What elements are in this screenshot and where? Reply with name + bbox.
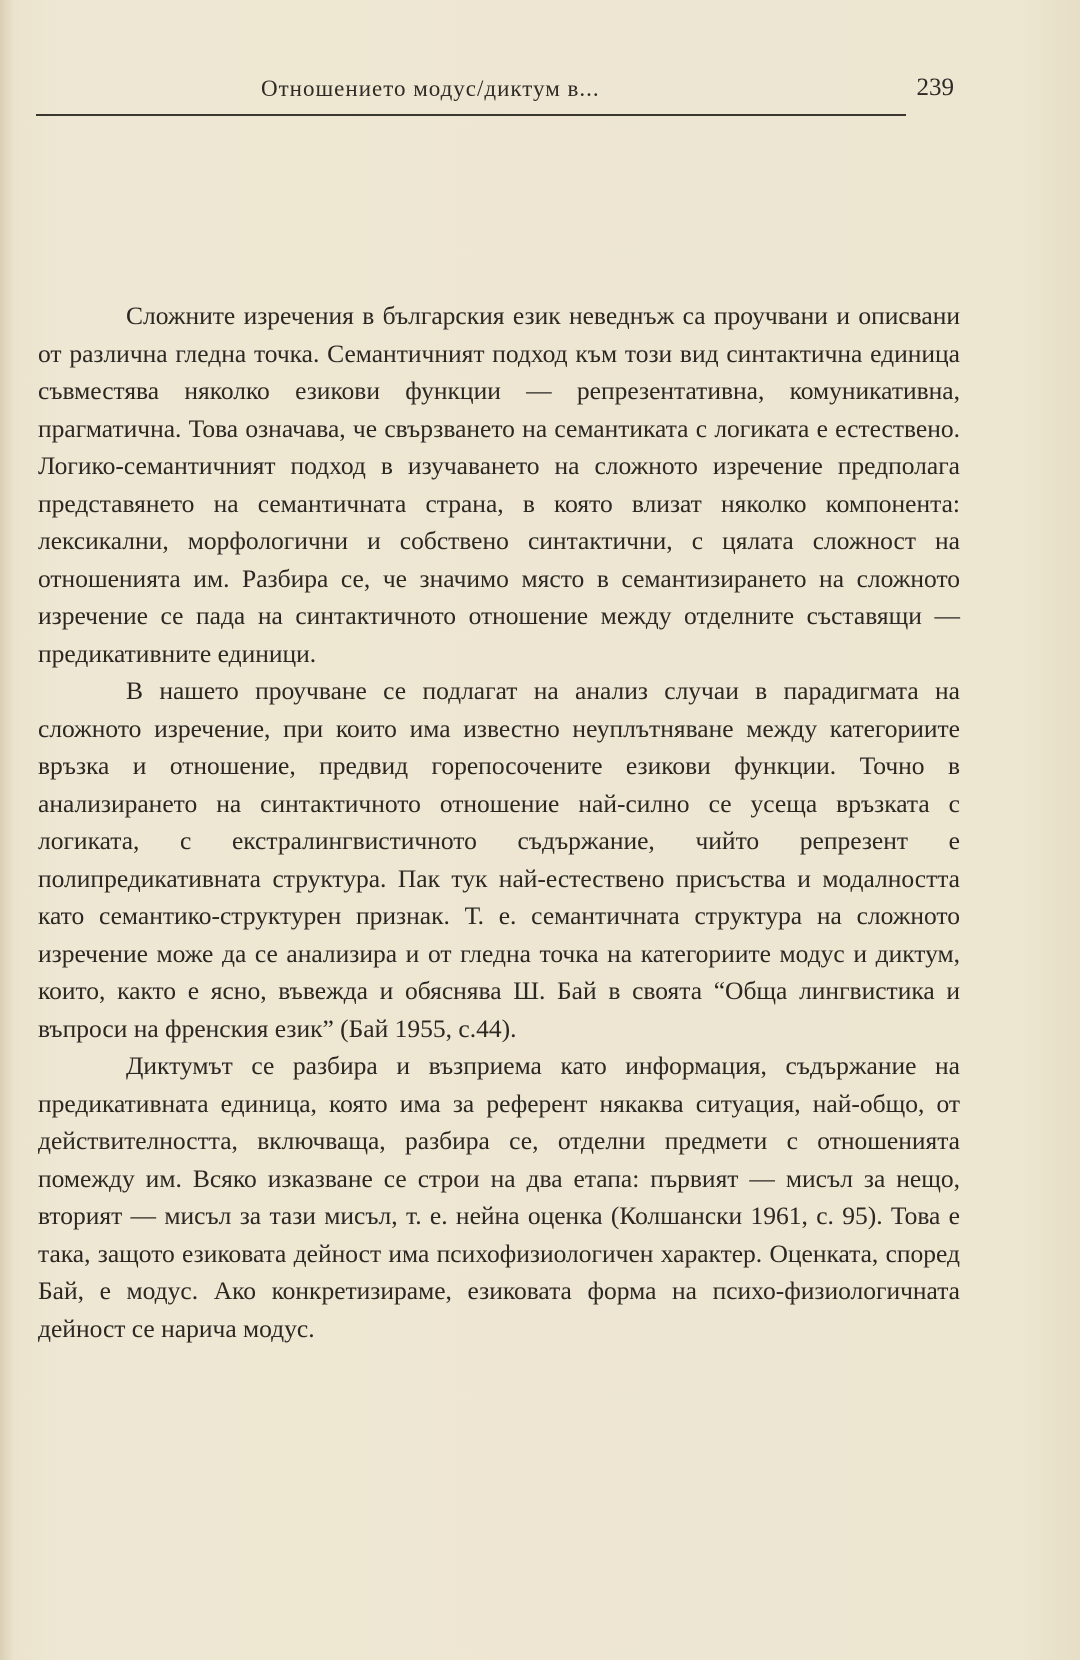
paragraph-1: Сложните изречения в българския език неведнъж са проучвани и описвани от различна гледна точка. Семантичният подход към този вид синтактична единица съвместява няколко езикови функции — репрезентативна, комуникативна, прагматична. Това означава, че свързването на семантиката с логиката е естествено. Логико-семантичният подход в изучаването на сложното изречение предполага представянето на семантичната страна, в която влизат няколко компонента: лексикални, морфологични и собствено синтактични, с цялата сложност на отношенията им. Разбира се, че значимо място в семантизирането на сложното изречение се пада на синтактичното отношение между отделните съставящи — предикативните единици. [38,301,960,668]
running-header [36,70,954,116]
running-title: Отношението модус/диктум в... [261,76,600,101]
paragraph-2: В нашето проучване се подлагат на анализ случаи в парадигмата на сложното изречение, при които има известно неуплътняване между категориите връзка и отношение, предвид горепосочените езикови функции. Точно в анализирането на синтактичното отношение най-силно се усеща връзката с логиката, с екстралингвистичното съдържание, чийто репрезент е полипредикативната структура. Пак тук най-естествено присъства и модалността като семантико-структурен признак. Т. е. семантичната структура на сложното изречение може да се анализира и от гледна точка на категориите модус и диктум, които, както е ясно, въвежда и обяснява Ш. Бай в своята “Обща лингвистика и въпроси на френския език” (Бай 1955, с.44). [38,676,960,1043]
body-text [38,297,960,1347]
paragraph-3: Диктумът се разбира и възприема като информация, съдържание на предикативната единица, която има за референт някаква ситуация, най-общо, от действителността, включваща, разбира се, отделни предмети с отношенията помежду им. Всяко изказване се строи на два етапа: първият — мисъл за нещо, вторият — мисъл за тази мисъл, т. е. нейна оценка (Колшански 1961, с. 95). Това е така, защото езиковата дейност има психофизиологичен характер. Оценката, според Бай, е модус. Ако конкретизираме, езиковата форма на психо-физиологичната дейност се нарича модус. [38,1051,960,1343]
page-number: 239 [916,74,954,101]
